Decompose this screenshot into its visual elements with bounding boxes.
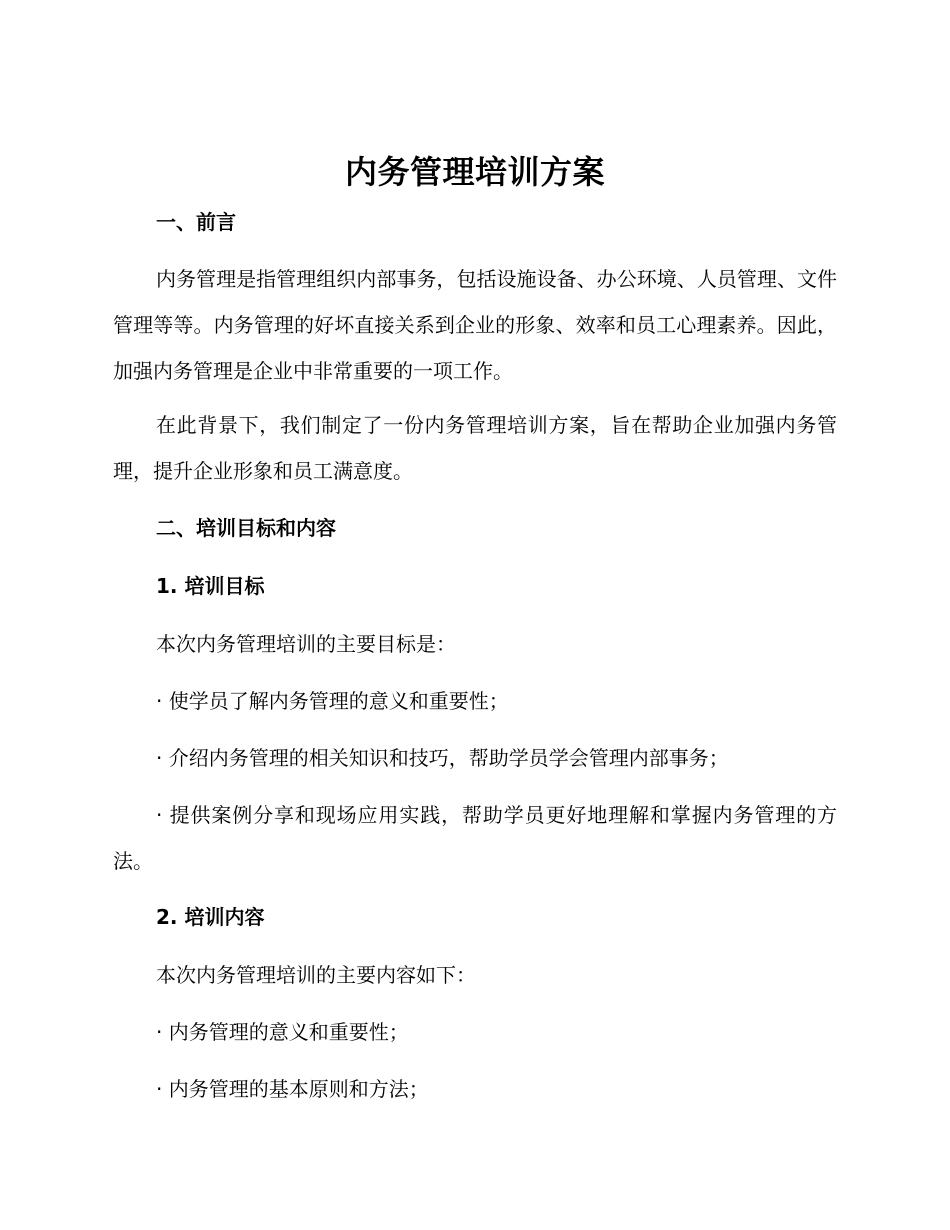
goal-item-3: · 提供案例分享和现场应用实践，帮助学员更好地理解和掌握内务管理的方法。 — [113, 803, 837, 873]
section-heading-preface: 一、前言 — [156, 210, 236, 234]
paragraph-preface-1: 内务管理是指管理组织内部事务，包括设施设备、办公环境、人员管理、文件管理等等。内务管理的好坏直接关系到企业的形象、效率和员工心理素养。因此，加强内务管理是企业中非常重要的一项工作。 — [113, 267, 837, 383]
goals-intro: 本次内务管理培训的主要目标是： — [156, 632, 456, 656]
section-heading-goals-content: 二、培训目标和内容 — [156, 516, 336, 540]
goal-item-1: · 使学员了解内务管理的意义和重要性； — [156, 689, 509, 713]
subheading-training-goals: 1. 培训目标 — [156, 574, 265, 598]
content-item-2: · 内务管理的基本原则和方法； — [156, 1077, 429, 1101]
goal-item-2: · 介绍内务管理的相关知识和技巧，帮助学员学会管理内部事务； — [156, 746, 729, 770]
paragraph-preface-2: 在此背景下，我们制定了一份内务管理培训方案，旨在帮助企业加强内务管理，提升企业形象和员工满意度。 — [113, 413, 837, 483]
subheading-training-content: 2. 培训内容 — [156, 905, 265, 929]
content-intro: 本次内务管理培训的主要内容如下： — [156, 963, 476, 987]
content-item-1: · 内务管理的意义和重要性； — [156, 1020, 409, 1044]
document-title: 内务管理培训方案 — [344, 153, 605, 191]
